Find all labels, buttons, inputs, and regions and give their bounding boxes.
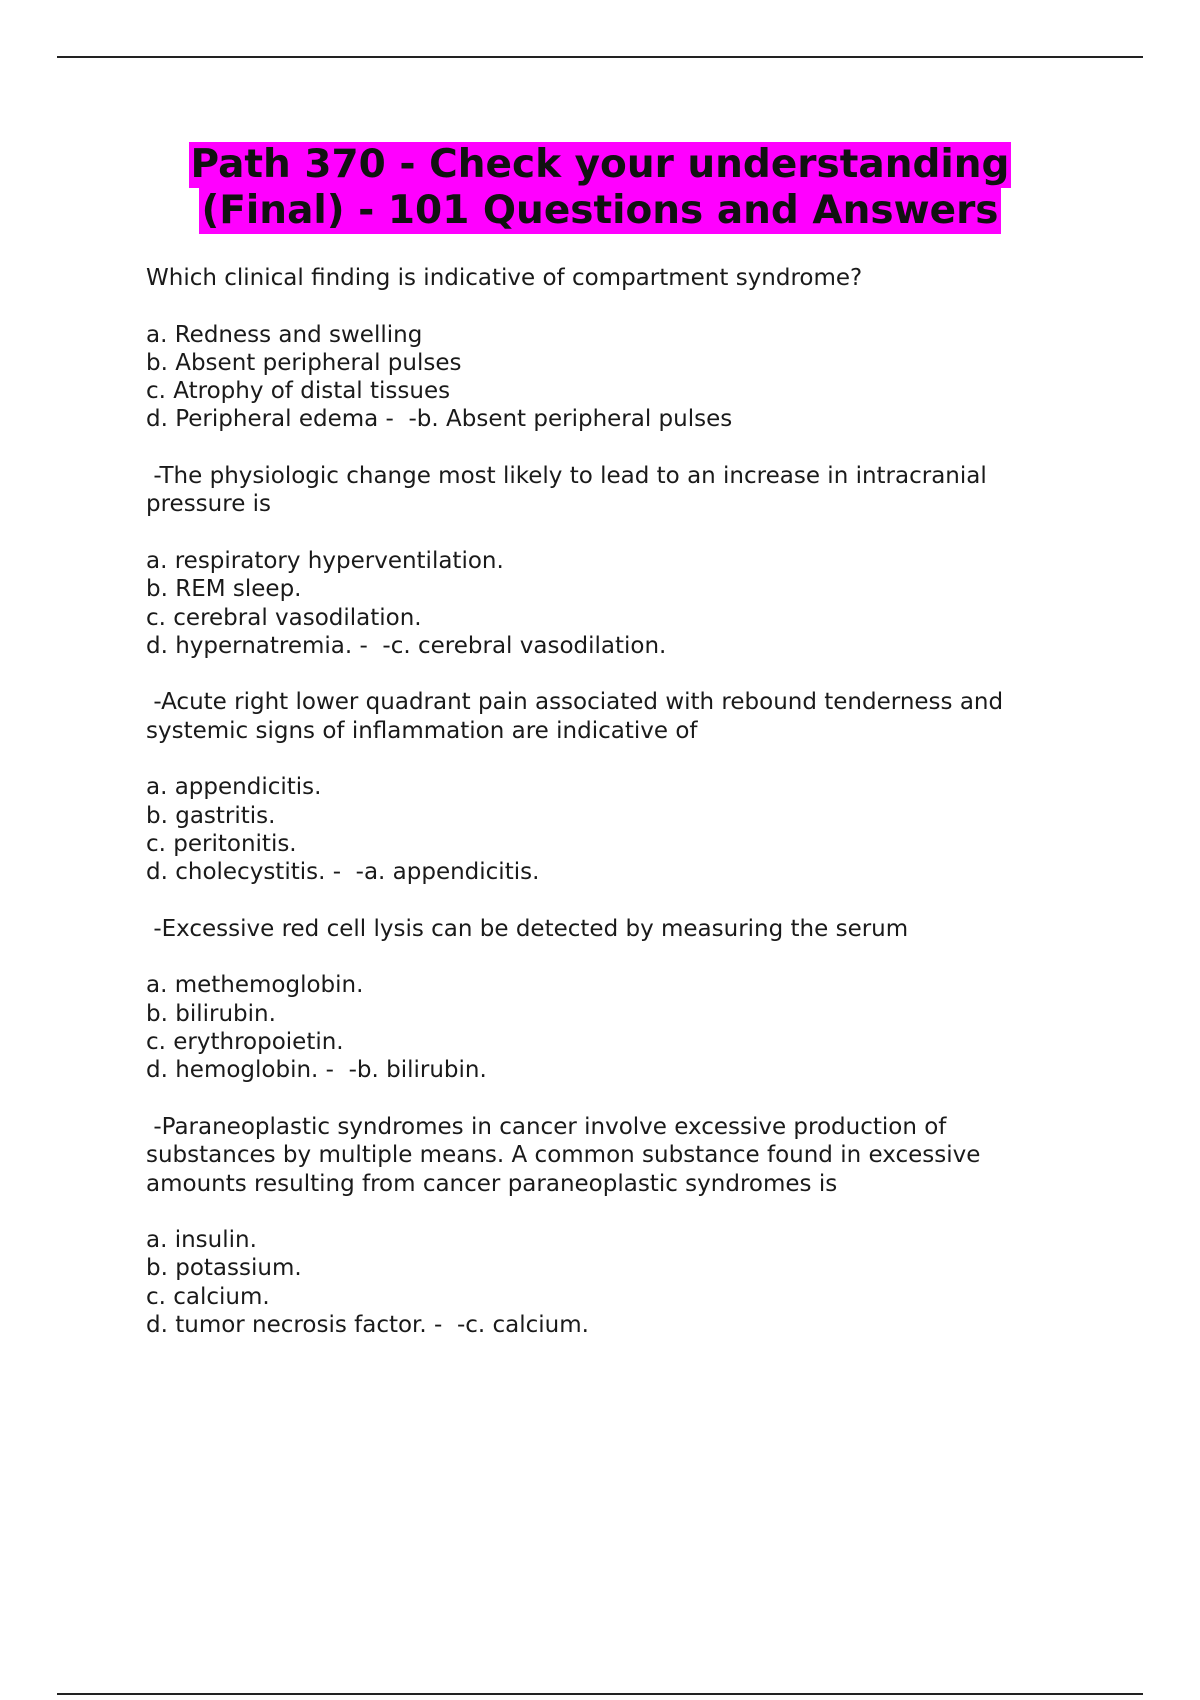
question-block	[146, 462, 1076, 660]
question-list	[146, 264, 1076, 1368]
answer-option: d. hypernatremia. - -c. cerebral vasodilation.	[146, 632, 667, 659]
bottom-divider	[57, 1693, 1143, 1695]
answer-option: d. tumor necrosis factor. - -c. calcium.	[146, 1311, 589, 1338]
document-title	[0, 142, 1200, 234]
question-block	[146, 264, 1076, 434]
question-text: -The physiologic change most likely to lead to an increase in intracranial pressure is	[146, 463, 995, 518]
answer-option: b. REM sleep.	[146, 576, 302, 603]
answer-option: b. potassium.	[146, 1255, 302, 1282]
question-block	[146, 688, 1076, 886]
question-text: Which clinical finding is indicative of compartment syndrome?	[146, 265, 863, 291]
answer-option: a. appendicitis.	[146, 774, 322, 801]
answer-option: a. insulin.	[146, 1227, 257, 1254]
answer-option: a. methemoglobin.	[146, 972, 364, 999]
answer-option: c. Atrophy of distal tissues	[146, 378, 451, 405]
answer-option: c. erythropoietin.	[146, 1029, 344, 1056]
answer-option: c. calcium.	[146, 1283, 270, 1310]
question-text: -Excessive red cell lysis can be detected by measuring the serum	[146, 915, 909, 942]
answer-option: b. bilirubin.	[146, 1000, 276, 1027]
top-divider	[57, 56, 1143, 58]
question-block	[146, 915, 1076, 1085]
answer-option: a. respiratory hyperventilation.	[146, 547, 504, 574]
answer-option: b. gastritis.	[146, 802, 276, 829]
answer-option: d. hemoglobin. - -b. bilirubin.	[146, 1057, 487, 1084]
answer-option: c. cerebral vasodilation.	[146, 604, 422, 631]
title-line-2: (Final) - 101 Questions and Answers	[201, 188, 999, 233]
question-text: -Acute right lower quadrant pain associated with rebound tenderness and systemic signs of inflammation are indicative of	[146, 689, 1011, 744]
answer-option: d. Peripheral edema - -b. Absent peripheral pulses	[146, 406, 733, 433]
answer-option: b. Absent peripheral pulses	[146, 349, 462, 376]
answer-option: c. peritonitis.	[146, 830, 297, 857]
title-line-1: Path 370 - Check your understanding	[190, 142, 1010, 187]
question-text: -Paraneoplastic syndromes in cancer involve excessive production of substances by multiple means. A common substance found in excessive amounts resulting from cancer paraneoplastic syndromes is	[146, 1113, 988, 1197]
question-block	[146, 1113, 1076, 1339]
answer-option: a. Redness and swelling	[146, 321, 423, 348]
answer-option: d. cholecystitis. - -a. appendicitis.	[146, 859, 540, 886]
